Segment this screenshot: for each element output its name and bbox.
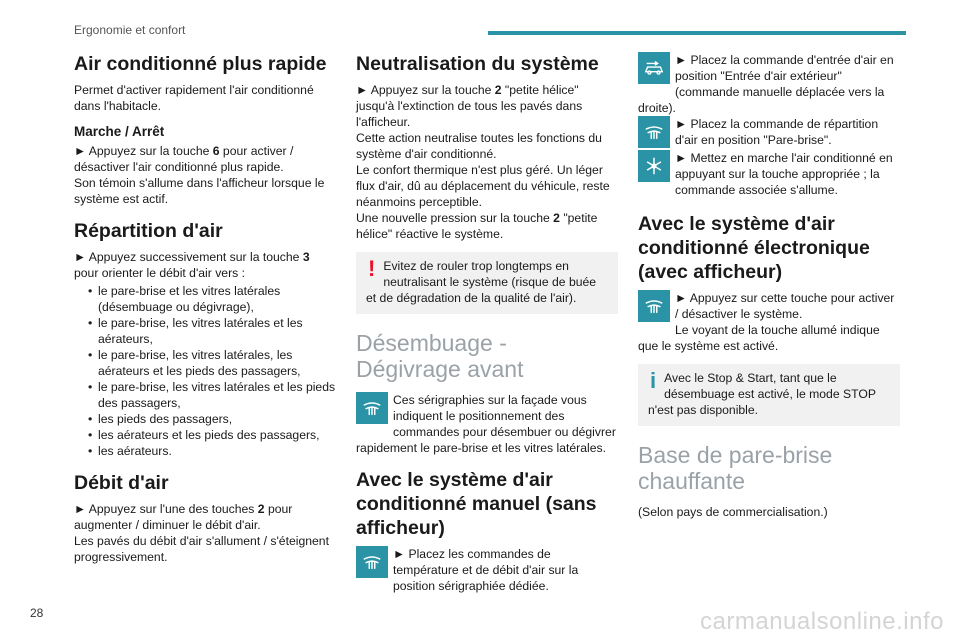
para-elec-touche: ► Appuyez sur cette touche pour activer / désactiver le système. — [675, 291, 895, 321]
header-section-title: Ergonomie et confort — [74, 23, 186, 37]
windshield-defrost-icon — [356, 392, 388, 424]
para-marche-temoin: Son témoin s'allume dans l'afficheur lorsque le système est actif. — [74, 176, 325, 206]
para-neut: ► Appuyez sur la touche 2 "petite hélice" jusqu'à l'extinction de tous les pavés dans l'afficheur. — [356, 83, 583, 129]
para-base-pays: (Selon pays de commercialisation.) — [638, 505, 828, 519]
heading-systeme-electronique: Avec le système d'air conditionné électronique (avec afficheur) — [638, 213, 870, 283]
watermark: carmanualsonline.info — [700, 608, 944, 635]
info-note — [638, 364, 900, 426]
heading-systeme-manuel: Avec le système d'air conditionné manuel (sans afficheur) — [356, 469, 597, 539]
para-manuel: ► Placez les commandes de température et de débit d'air sur la position sérigraphiée dédiée. — [393, 547, 579, 593]
column-1 — [74, 52, 336, 565]
para-step-marche: ► Mettez en marche l'air conditionné en appuyant sur la touche appropriée ; la commande associée s'allume. — [675, 151, 893, 197]
list-item: • le pare-brise et les vitres latérales (désembuage ou dégivrage), — [88, 283, 336, 315]
air-conditioning-snowflake-icon — [638, 150, 670, 182]
column-3 — [638, 52, 900, 520]
heading-neutralisation: Neutralisation du système — [356, 53, 599, 75]
para-marche: ► Appuyez sur la touche 6 pour activer / désactiver l'air conditionné plus rapide. — [74, 144, 294, 174]
windshield-defrost-icon — [638, 116, 670, 148]
column-2 — [356, 52, 618, 594]
heading-debit-air: Débit d'air — [74, 472, 169, 494]
list-item: • les aérateurs. — [88, 443, 336, 459]
para-repartition: ► Appuyez successivement sur la touche 3 pour orienter le débit d'air vers : — [74, 250, 310, 280]
para-debit-paves: Les pavés du débit d'air s'allument / s'éteignent progressivement. — [74, 534, 329, 564]
para-desembuage: Ces sérigraphies sur la façade vous indiquent le positionnement des commandes pour désembuer ou dégivrer rapidement le pare-brise et les vitres latérales. — [356, 393, 616, 455]
list-item: • le pare-brise, les vitres latérales et les pieds des passagers, — [88, 379, 336, 411]
para-elec-voyant: Le voyant de la touche allumé indique que le système est activé. — [638, 323, 880, 353]
info-text: Avec le Stop & Start, tant que le désembuage est activé, le mode STOP n'est pas disponible. — [648, 371, 876, 417]
para-neut-action: Cette action neutralise toutes les fonctions du système d'air conditionné. — [356, 131, 602, 161]
heading-base-pare-brise: Base de pare-brise chauffante — [638, 442, 833, 494]
warning-note — [356, 252, 618, 314]
warning-icon: ! — [368, 256, 376, 281]
para-step-repartition: ► Placez la commande de répartition d'air en position "Pare-brise". — [675, 117, 879, 147]
heading-repartition-air: Répartition d'air — [74, 220, 223, 242]
warning-text: Evitez de rouler trop longtemps en neutralisant le système (risque de buée et de dégradation de la qualité de l'air). — [366, 259, 597, 305]
info-icon: i — [650, 368, 657, 393]
list-item: • les pieds des passagers, — [88, 411, 336, 427]
list-item: • les aérateurs et les pieds des passagers, — [88, 427, 336, 443]
para-neut-reactive: Une nouvelle pression sur la touche 2 "petite hélice" réactive le système. — [356, 211, 598, 241]
list-repartition — [88, 283, 336, 459]
heading-desembuage: Désembuage - Dégivrage avant — [356, 330, 524, 382]
para-debit: ► Appuyez sur l'une des touches 2 pour augmenter / diminuer le débit d'air. — [74, 502, 293, 532]
para-air-rapide: Permet d'activer rapidement l'air conditionné dans l'habitacle. — [74, 83, 314, 113]
list-item: • le pare-brise, les vitres latérales et les aérateurs, — [88, 315, 336, 347]
windshield-defrost-icon — [638, 290, 670, 322]
outside-air-car-icon — [638, 52, 670, 84]
heading-air-conditionne-rapide: Air conditionné plus rapide — [74, 53, 327, 75]
windshield-defrost-icon — [356, 546, 388, 578]
list-item: • le pare-brise, les vitres latérales, les aérateurs et les pieds des passagers, — [88, 347, 336, 379]
para-neut-confort: Le confort thermique n'est plus géré. Un léger flux d'air, dû au déplacement du véhicule, reste néanmoins perceptible. — [356, 163, 610, 209]
heading-marche-arret: Marche / Arrêt — [74, 124, 165, 139]
para-step-entree-air: ► Placez la commande d'entrée d'air en position "Entrée d'air extérieur" (commande manuelle déplacée vers la droite). — [638, 53, 894, 115]
header-accent-bar — [488, 31, 906, 35]
page-number: 28 — [30, 606, 44, 620]
